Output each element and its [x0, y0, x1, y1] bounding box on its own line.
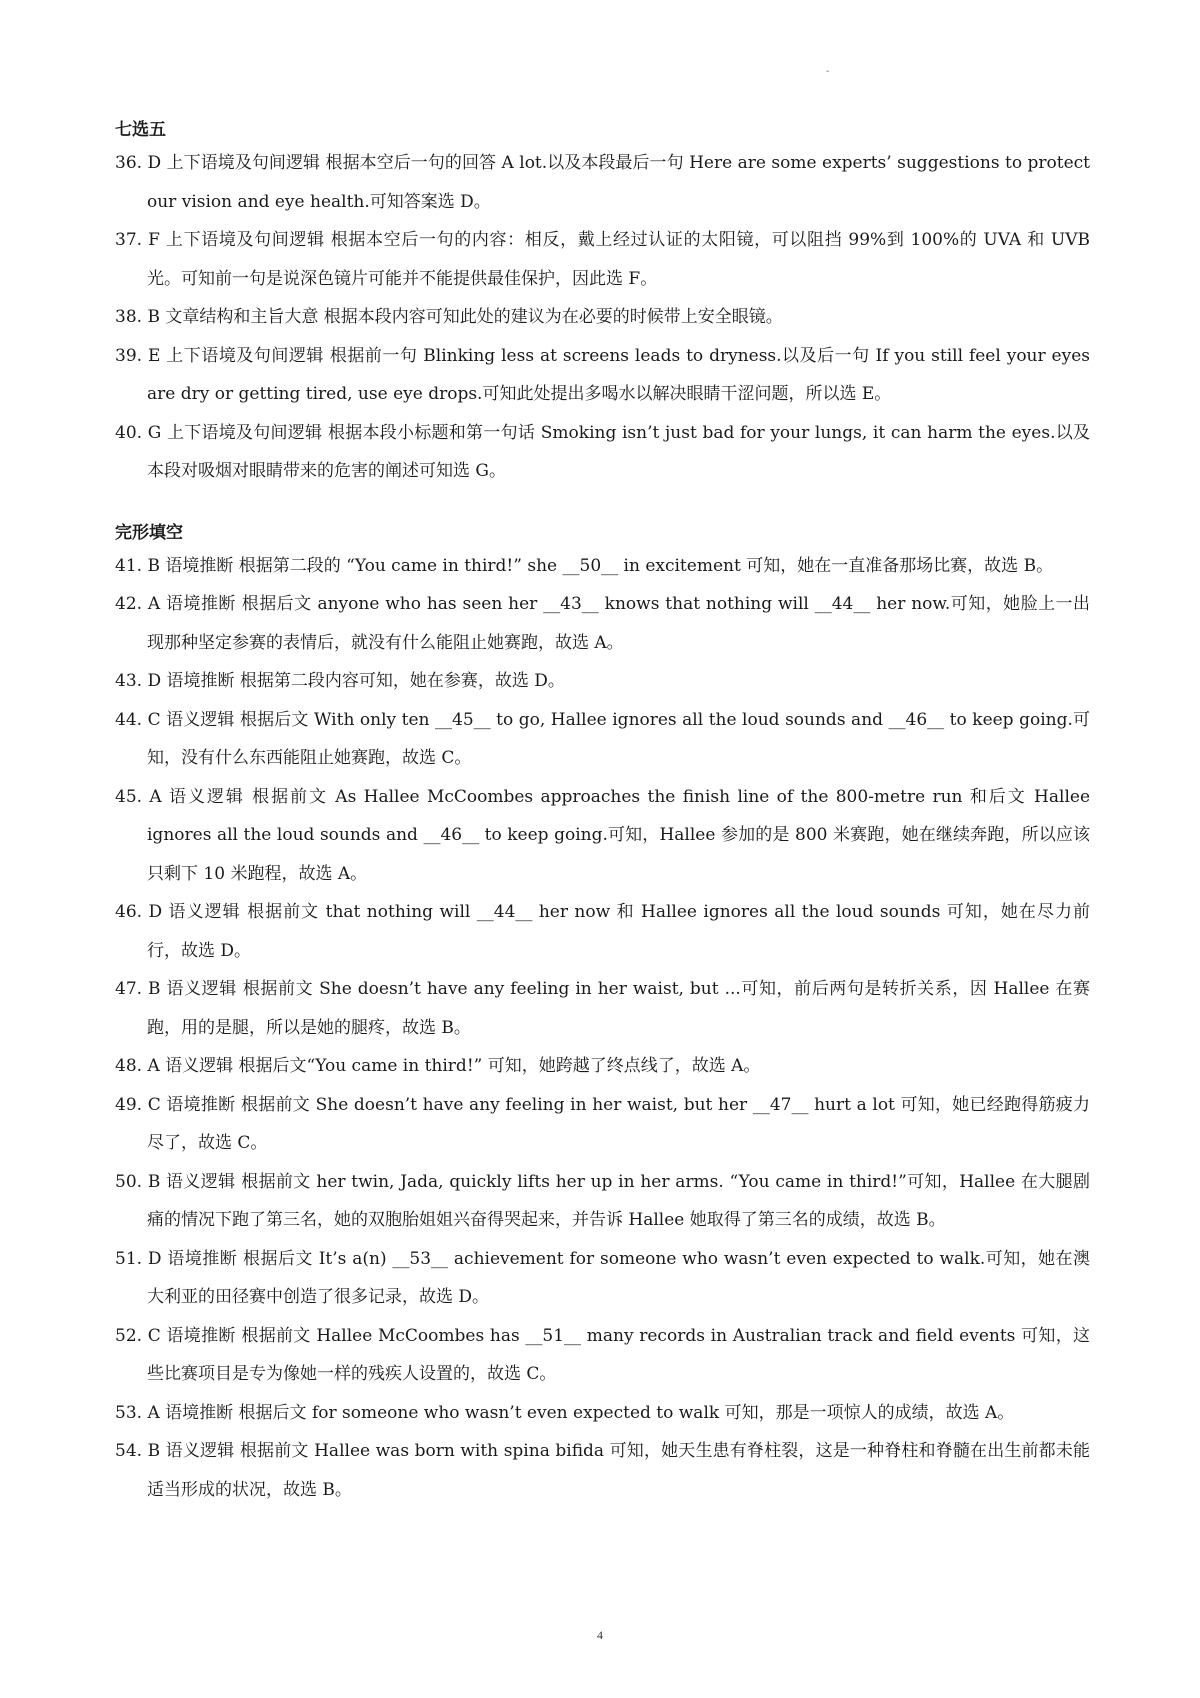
item-text: B 语境推断 根据第二段的 “You came in third!” she __50__ in excitement 可知，她在一直准备那场比赛，故选 B。 [147, 555, 1054, 576]
item-text: D 语境推断 根据第二段内容可知，她在参赛，故选 D。 [147, 671, 565, 691]
answer-item [115, 701, 1090, 778]
answer-content [115, 116, 1090, 1509]
header-mark: - [826, 66, 830, 77]
item-text: B 语义逻辑 根据前文 Hallee was born with spina bifida 可知，她天生患有脊柱裂，这是一种脊柱和脊髓在出生前都未能适当形成的状况，故选 B。 [147, 1441, 1091, 1500]
section-title: 完形填空 [115, 522, 183, 543]
item-text: B 语义逻辑 根据前文 She doesn’t have any feeling in her waist, but ...可知，前后两句是转折关系，因 Hallee 在赛跑，用的是腿，所以是她的腿疼，故选 B。 [147, 979, 1091, 1038]
item-number: 36. [115, 153, 143, 173]
answer-item [115, 414, 1090, 491]
item-number: 50. [115, 1171, 143, 1192]
answer-item [115, 1394, 1090, 1433]
item-number: 39. [115, 345, 143, 366]
answer-item [115, 298, 1090, 337]
answer-item [115, 547, 1090, 586]
page-number: 4 [597, 1628, 603, 1642]
item-text: A 语境推断 根据后文 anyone who has seen her __43__ knows that nothing will __44__ her now.可知，她脸上一出现那种坚定参赛的表情后，就没有什么能阻止她赛跑，故选 A。 [147, 594, 1090, 653]
item-text: G 上下语境及句间逻辑 根据本段小标题和第一句话 Smoking isn’t just bad for your lungs, it can harm the eyes.以及本段对吸烟对眼睛带来的危害的阐述可知选 G。 [147, 422, 1090, 481]
answer-item [115, 221, 1090, 298]
item-number: 42. [115, 594, 143, 614]
item-text: C 语境推断 根据前文 Hallee McCoombes has __51__ many records in Australian track and field events 可知，这些比赛项目是专为像她一样的残疾人设置的，故选 C。 [147, 1325, 1091, 1384]
item-number: 51. [115, 1248, 143, 1269]
item-number: 45. [115, 786, 143, 807]
item-text: A 语义逻辑 根据后文“You came in third!” 可知，她跨越了终点线了，故选 A。 [147, 1056, 761, 1076]
answer-item [115, 1047, 1090, 1086]
item-number: 44. [115, 709, 143, 730]
item-text: A 语义逻辑 根据前文 As Hallee McCoombes approaches the finish line of the 800-metre run 和后文 Hallee ignores all the loud sounds and __46__ to keep going.可知，Hallee 参加的是 800 米赛跑，她在继续奔跑，所以应该只剩下 10 米跑程，故选 A。 [147, 786, 1090, 884]
item-text: D 上下语境及句间逻辑 根据本空后一句的回答 A lot.以及本段最后一句 Here are some experts’ suggestions to protect our vision and eye health.可知答案选 D。 [147, 153, 1091, 212]
item-number: 46. [115, 902, 143, 922]
item-text: B 文章结构和主旨大意 根据本段内容可知此处的建议为在必要的时候带上安全眼镜。 [147, 307, 783, 327]
item-number: 47. [115, 979, 143, 999]
item-number: 54. [115, 1441, 143, 1461]
section-cloze [115, 519, 1090, 1510]
item-text: C 语境推断 根据前文 She doesn’t have any feeling in her waist, but her __47__ hurt a lot 可知，她已经跑得筋疲力尽了，故选 C。 [147, 1094, 1090, 1153]
answer-item [115, 1317, 1090, 1394]
item-number: 40. [115, 422, 143, 443]
item-text: D 语义逻辑 根据前文 that nothing will __44__ her now 和 Hallee ignores all the loud sounds 可知，她在尽力前行，故选 D。 [147, 902, 1090, 961]
answer-item [115, 893, 1090, 970]
item-number: 52. [115, 1325, 143, 1346]
answer-item [115, 662, 1090, 701]
item-text: F 上下语境及句间逻辑 根据本空后一句的内容：相反，戴上经过认证的太阳镜，可以阻挡 99%到 100%的 UVA 和 UVB 光。可知前一句是说深色镜片可能并不能提供最佳保护，因此选 F。 [147, 230, 1090, 289]
item-text: E 上下语境及句间逻辑 根据前一句 Blinking less at screens leads to dryness.以及后一句 If you still feel your eyes are dry or getting tired, use eye drops.可知此处提出多喝水以解决眼睛干涩问题，所以选 E。 [147, 345, 1090, 404]
section-seven-choose-five [115, 116, 1090, 491]
item-number: 53. [115, 1402, 143, 1423]
answer-item [115, 1432, 1090, 1509]
item-number: 38. [115, 307, 143, 327]
answer-item [115, 778, 1090, 894]
item-number: 49. [115, 1094, 143, 1115]
section-title: 七选五 [115, 120, 166, 140]
item-text: C 语义逻辑 根据后文 With only ten __45__ to go, Hallee ignores all the loud sounds and __46__ to keep going.可知，没有什么东西能阻止她赛跑，故选 C。 [147, 709, 1090, 768]
item-text: B 语义逻辑 根据前文 her twin, Jada, quickly lifts her up in her arms. “You came in third!”可知，Hallee 在大腿剧痛的情况下跑了第三名，她的双胞胎姐姐兴奋得哭起来，并告诉 Hallee 她取得了第三名的成绩，故选 B。 [147, 1171, 1090, 1230]
answer-item [115, 337, 1090, 414]
item-number: 41. [115, 555, 143, 576]
item-text: A 语境推断 根据后文 for someone who wasn’t even expected to walk 可知，那是一项惊人的成绩，故选 A。 [147, 1402, 1015, 1423]
item-text: D 语境推断 根据后文 It’s a(n) __53__ achievement for someone who wasn’t even expected to walk.可知，她在澳大利亚的田径赛中创造了很多记录，故选 D。 [147, 1248, 1090, 1307]
item-number: 48. [115, 1056, 143, 1076]
answer-item [115, 1086, 1090, 1163]
answer-item [115, 144, 1090, 221]
answer-item [115, 970, 1090, 1047]
answer-item [115, 1163, 1090, 1240]
item-number: 37. [115, 230, 143, 250]
answer-item [115, 1240, 1090, 1317]
item-number: 43. [115, 671, 143, 691]
answer-item [115, 585, 1090, 662]
